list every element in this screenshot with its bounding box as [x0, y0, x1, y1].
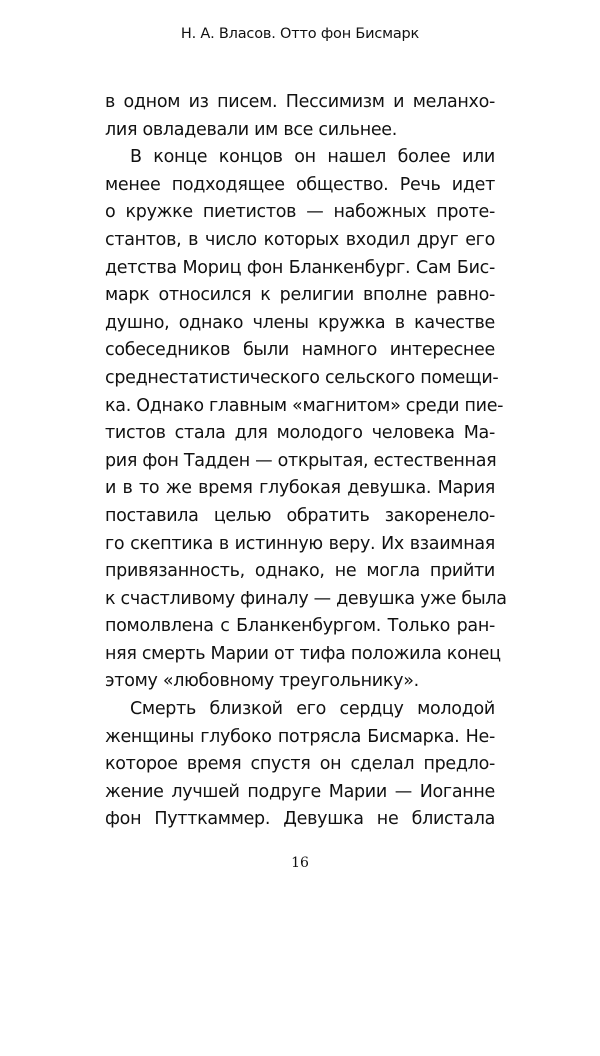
text-line: Смерть близкой его сердцу молодой [130, 699, 495, 720]
text-line: марк относился к религии вполне равно- [105, 285, 495, 306]
text-line: помолвлена с Бланкенбургом. Только ран- [105, 616, 495, 637]
text-line: поставила целью обратить закоренело- [105, 505, 495, 526]
text-line: фон Путткаммер. Девушка не блистала [105, 809, 495, 830]
text-line: собеседников были намного интереснее [105, 340, 495, 361]
text-line: лия овладевали им все сильнее. [105, 119, 398, 140]
text-line: в одном из писем. Пессимизм и меланхо- [105, 92, 495, 112]
text-line: женщины глубоко потрясла Бисмарка. Не- [105, 726, 495, 747]
text-line: ка. Однако главным «магнитом» среди пие- [105, 395, 504, 416]
text-line: которое время спустя он сделал предло- [105, 754, 495, 775]
text-line: о кружке пиетистов — набожных проте- [105, 202, 495, 223]
text-line: менее подходящее общество. Речь идет [105, 174, 495, 195]
text-line: и в то же время глубокая девушка. Мария [105, 478, 495, 499]
text-line: детства Мориц фон Бланкенбург. Сам Бис- [105, 257, 495, 278]
text-line: рия фон Тадден — открытая, естественная [105, 450, 497, 471]
text-line: го скептика в истинную веру. Их взаимная [105, 533, 495, 554]
text-line: среднестатистического сельского помещи- [105, 367, 499, 388]
text-line: привязанность, однако, не могла прийти [105, 561, 495, 582]
text-line: к счастливому финалу — девушка уже была [105, 588, 507, 609]
running-header: Н. А. Власов. Отто фон Бисмарк [180, 26, 420, 42]
body-text [105, 89, 507, 834]
text-line: жение лучшей подруге Марии — Иоганне [105, 781, 495, 802]
text-line: душно, однако члены кружка в качестве [105, 312, 495, 333]
page-number: 16 [291, 855, 309, 871]
text-line: этому «любовному треугольнику». [105, 671, 419, 692]
text-line: няя смерть Марии от тифа положила конец [105, 643, 501, 664]
text-line: тистов стала для молодого человека Ма- [105, 423, 495, 444]
text-line: стантов, в число которых входил друг его [105, 229, 495, 250]
text-line: В конце концов он нашел более или [130, 147, 495, 168]
